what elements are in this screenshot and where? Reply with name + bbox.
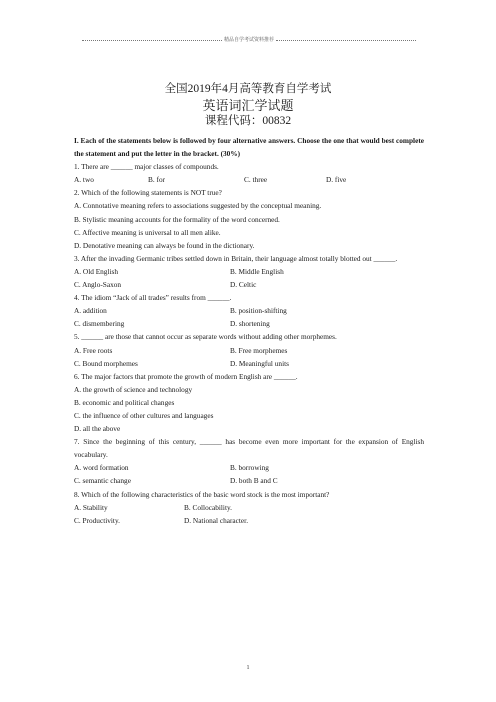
option: D. five xyxy=(326,175,347,185)
question-stem: 4. The idiom “Jack of all trades” results from ______. xyxy=(74,293,232,303)
option-row xyxy=(74,461,424,474)
course-code: 课程代码：00832 xyxy=(204,115,292,127)
option: B. Free morphemes xyxy=(230,345,288,355)
header-dots-left xyxy=(82,40,222,41)
option: B. for xyxy=(148,175,166,185)
question-stem: 1. There are ______ major classes of compounds. xyxy=(74,162,219,172)
question-stem: 7. Since the beginning of this century, ______ has become even more important for the expansion of English vocabulary. xyxy=(74,437,424,460)
option: A. Stability xyxy=(74,502,108,512)
option: A. Free roots xyxy=(74,345,113,355)
option: D. Meaningful units xyxy=(230,358,289,368)
header-text: 精品自学考试资料推荐 xyxy=(224,38,275,43)
header-dots-right xyxy=(276,40,416,41)
option: D. shortening xyxy=(230,319,270,329)
option: C. dismembering xyxy=(74,319,125,329)
option: A. two xyxy=(74,175,94,185)
option-row xyxy=(74,265,424,278)
question-stem: 5. ______ are those that cannot occur as separate words without adding other morphemes. xyxy=(74,332,337,342)
option: C. three xyxy=(244,175,268,185)
option: A. the growth of science and technology xyxy=(74,384,193,394)
option: A. addition xyxy=(74,306,107,316)
option-row xyxy=(74,304,424,317)
title-block xyxy=(0,82,496,129)
option: A. word formation xyxy=(74,463,129,473)
question-stem: 6. The major factors that promote the growth of modern English are ______. xyxy=(74,371,298,381)
option-row xyxy=(74,278,424,291)
option: C. Affective meaning is universal to all men alike. xyxy=(74,227,221,237)
option: C. Anglo-Saxon xyxy=(74,280,122,290)
option: D. Celtic xyxy=(230,280,257,290)
option-row xyxy=(74,317,424,330)
option: C. the influence of other cultures and languages xyxy=(74,410,214,420)
option-row xyxy=(74,501,424,514)
page-number: 1 xyxy=(246,665,250,671)
question-body xyxy=(74,134,424,527)
option: B. Stylistic meaning accounts for the formality of the word concerned. xyxy=(74,214,280,224)
option: A. Connotative meaning refers to associations suggested by the conceptual meaning. xyxy=(74,201,322,211)
question-stem: 2. Which of the following statements is NOT true? xyxy=(74,188,222,198)
option: D. all the above xyxy=(74,424,121,434)
question-stem: 8. Which of the following characteristics of the basic word stock is the most important? xyxy=(74,489,330,499)
exam-title: 全国2019年4月高等教育自学考试 xyxy=(164,83,332,95)
option: D. both B and C xyxy=(230,476,278,486)
option: C. Bound morphemes xyxy=(74,358,138,368)
option: B. position-shifting xyxy=(230,306,287,316)
option: D. Denotative meaning can always be found in the dictionary. xyxy=(74,240,255,250)
option: B. Collocability. xyxy=(184,502,232,512)
page-header xyxy=(82,36,416,43)
subject-title: 英语词汇学试题 xyxy=(202,98,294,113)
option: C. Productivity. xyxy=(74,515,120,525)
section-instructions: I. Each of the statements below is followed by four alternative answers. Choose the one that would best complete the statement and put the letter in the bracket. (30%) xyxy=(74,136,424,159)
question-stem: 3. After the invading Germanic tribes settled down in Britain, their language almost totally blotted out ______. xyxy=(74,253,398,263)
option: D. National character. xyxy=(184,515,249,525)
option-row xyxy=(74,173,424,186)
option-row xyxy=(74,357,424,370)
option: B. Middle English xyxy=(230,266,284,276)
option: B. borrowing xyxy=(230,463,269,473)
option: C. semantic change xyxy=(74,476,131,486)
option: B. economic and political changes xyxy=(74,397,175,407)
option-row xyxy=(74,344,424,357)
option: A. Old English xyxy=(74,266,118,276)
option-row xyxy=(74,514,424,527)
option-row xyxy=(74,474,424,487)
